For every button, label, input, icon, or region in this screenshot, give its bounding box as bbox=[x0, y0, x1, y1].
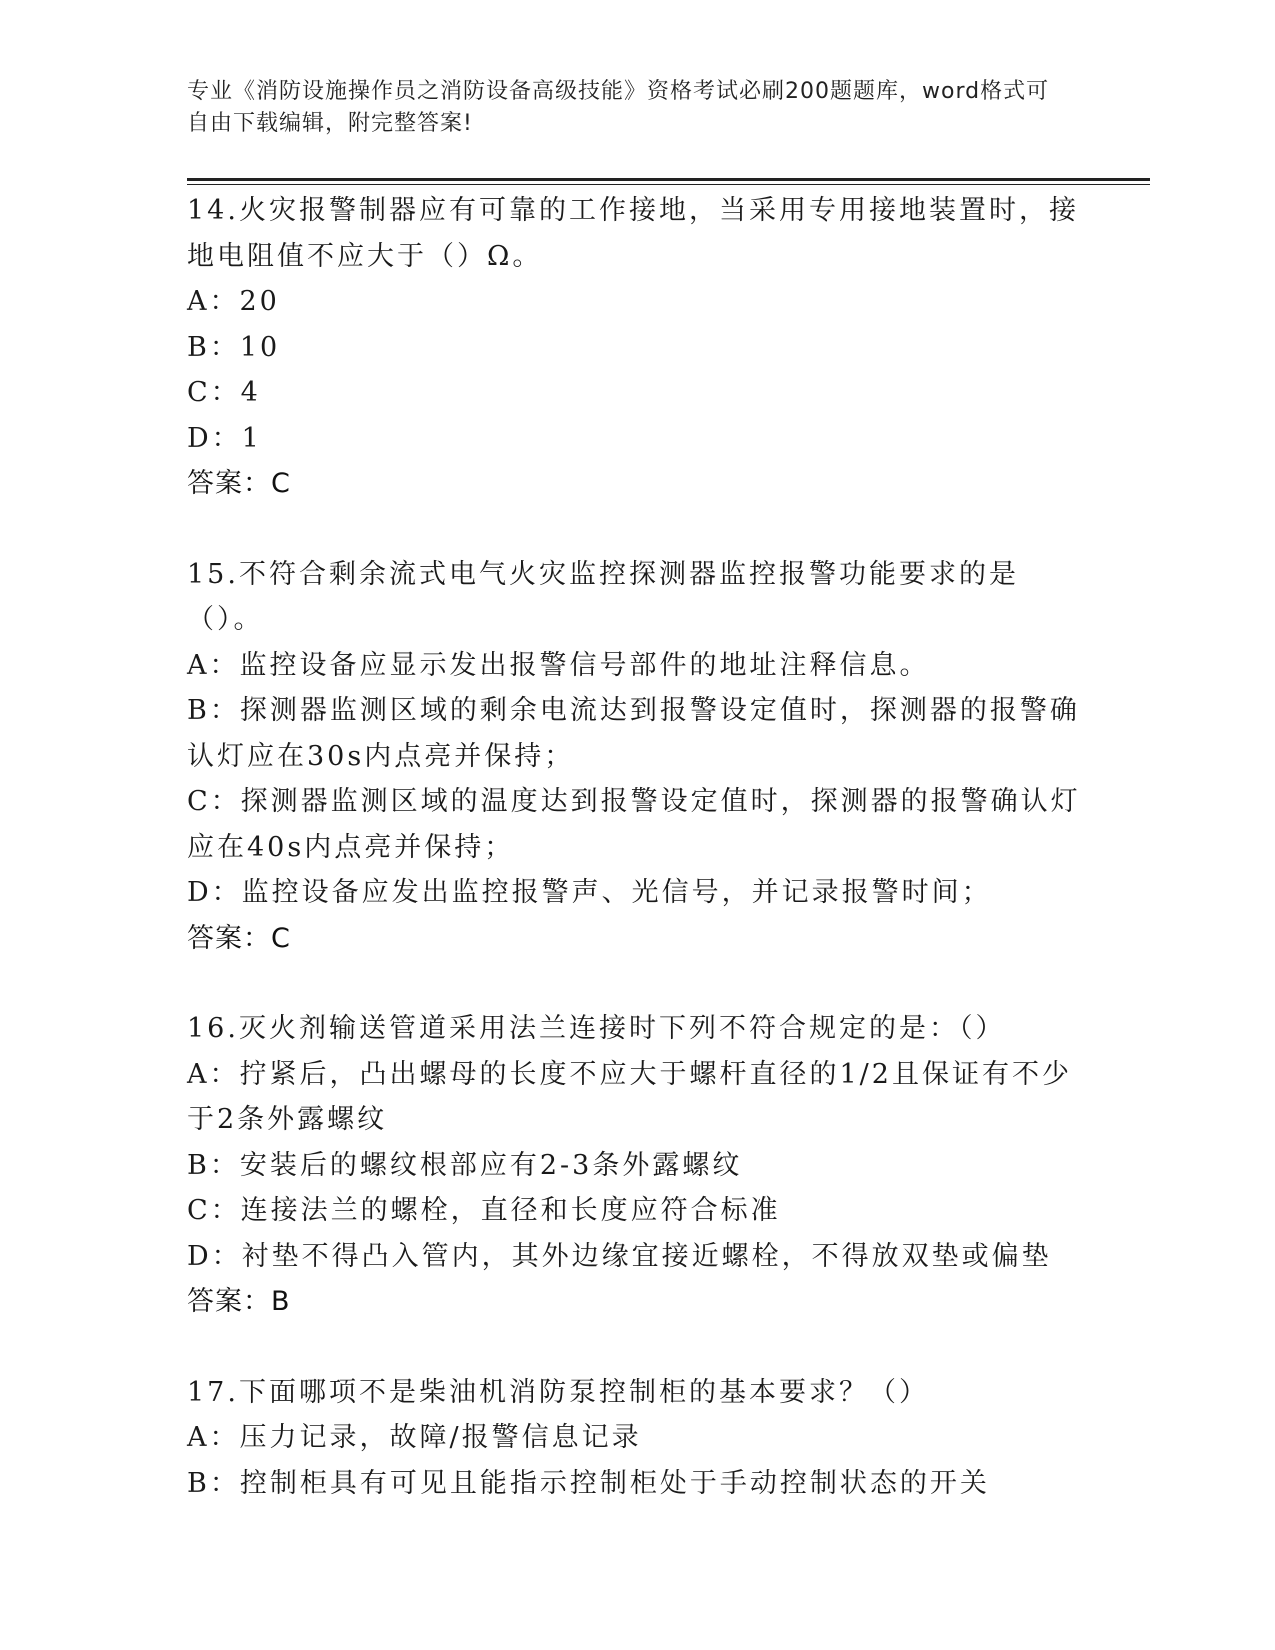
option-a: A：拧紧后，凸出螺母的长度不应大于螺杆直径的1/2且保证有不少于2条外露螺纹 bbox=[187, 1058, 1072, 1135]
question-15 bbox=[187, 552, 1087, 962]
option-d: D：1 bbox=[187, 422, 262, 454]
question-text: 17.下面哪项不是柴油机消防泵控制柜的基本要求？（） bbox=[187, 1376, 929, 1408]
answer: 答案：B bbox=[187, 1286, 291, 1317]
option-c: C：探测器监测区域的温度达到报警设定值时，探测器的报警确认灯应在40s内点亮并保持； bbox=[187, 786, 1081, 863]
question-text: 14.火灾报警制器应有可靠的工作接地，当采用专用接地装置时，接地电阻值不应大于（）Ω。 bbox=[187, 195, 1079, 272]
question-17 bbox=[187, 1370, 1087, 1507]
option-b: B：控制柜具有可见且能指示控制柜处于手动控制状态的开关 bbox=[187, 1467, 990, 1499]
option-c: C：连接法兰的螺栓，直径和长度应符合标准 bbox=[187, 1195, 781, 1226]
option-b: B：安装后的螺纹根部应有2-3条外露螺纹 bbox=[187, 1149, 743, 1181]
option-c: C：4 bbox=[187, 377, 261, 408]
option-a: A：20 bbox=[187, 286, 280, 317]
option-d: D：衬垫不得凸入管内，其外边缘宜接近螺栓，不得放双垫或偏垫 bbox=[187, 1240, 1052, 1272]
question-14 bbox=[187, 188, 1087, 507]
question-list bbox=[187, 188, 1087, 1506]
option-a: A：压力记录，故障/报警信息记录 bbox=[187, 1422, 642, 1453]
question-text: 15.不符合剩余流式电气火灾监控探测器监控报警功能要求的是（）。 bbox=[187, 558, 1019, 635]
question-16 bbox=[187, 1006, 1087, 1325]
answer: 答案：C bbox=[187, 468, 291, 499]
option-b: B：10 bbox=[187, 331, 281, 363]
option-d: D：监控设备应发出监控报警声、光信号，并记录报警时间； bbox=[187, 877, 992, 908]
question-text: 16.灭火剂输送管道采用法兰连接时下列不符合规定的是：（） bbox=[187, 1013, 1006, 1044]
answer: 答案：C bbox=[187, 922, 291, 954]
document-header: 专业《消防设施操作员之消防设备高级技能》资格考试必刷200题题库，word格式可自由下载编辑，附完整答案! bbox=[187, 79, 1050, 136]
header-divider-thick bbox=[187, 178, 1150, 181]
header-divider-thin bbox=[187, 184, 1150, 185]
option-a: A：监控设备应显示发出报警信号部件的地址注释信息。 bbox=[187, 649, 930, 681]
option-b: B：探测器监测区域的剩余电流达到报警设定值时，探测器的报警确认灯应在30s内点亮并保持； bbox=[187, 695, 1080, 772]
